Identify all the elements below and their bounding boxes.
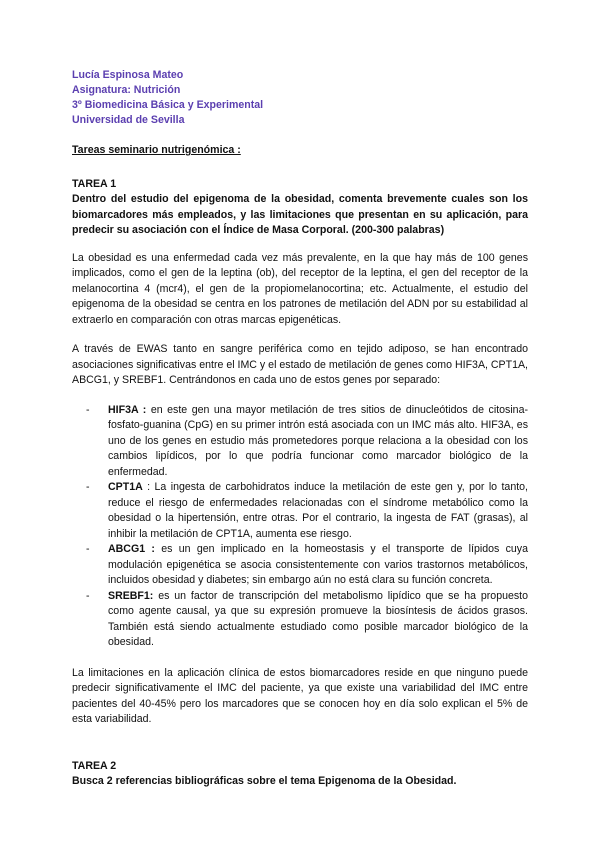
bullet-dash: - — [86, 543, 90, 555]
bullet-dash: - — [86, 589, 90, 602]
gene-term: HIF3A : — [108, 403, 147, 416]
list-item — [86, 542, 528, 589]
list-item — [86, 589, 528, 651]
tasks-title: Tareas seminario nutrigenómica : — [72, 144, 241, 156]
list-item — [86, 403, 528, 481]
gene-term: SREBF1: — [108, 589, 154, 602]
bullet-dash: - — [86, 481, 90, 493]
tarea1-prompt: Dentro del estudio del epigenoma de la obesidad, comenta brevemente cuales son los biomarcadores más empleados, y las limitaciones que presentan en su aplicación, para predecir su asociación con el Índice de Masa Corporal. (200-300 palabras) — [72, 193, 528, 236]
gene-term: ABCG1 : — [108, 543, 155, 555]
tarea1-label: TAREA 1 — [72, 177, 117, 190]
gene-term: CPT1A — [108, 481, 143, 493]
university-line: Universidad de Sevilla — [72, 114, 185, 126]
author-name: Lucía Espinosa Mateo — [72, 69, 184, 81]
tarea2-label: TAREA 2 — [72, 759, 117, 772]
subject-line: Asignatura: Nutrición — [72, 84, 181, 96]
tarea2-prompt: Busca 2 referencias bibliográficas sobre el tema Epigenoma de la Obesidad. — [72, 775, 457, 787]
paragraph-intro: La obesidad es una enfermedad cada vez más prevalente, en la que hay más de 100 genes implicados, como el gen de la leptina (ob), del receptor de la leptina, el gen del receptor de la melanocortina 4 (mcr4), el gen de la propiomelanocortina; etc. Actualmente, el estudio del epigenoma de la obesidad se centra en los patrones de metilación del ADN por su estabilidad al extraerlo en comparación con otras marcas epigenéticas. — [72, 251, 528, 326]
document-header — [72, 68, 528, 128]
paragraph-limitations: La limitaciones en la aplicación clínica de estos biomarcadores reside en que ninguno puede predecir significativamente el IMC del paciente, ya que existe una variabilidad del IMC entre pacientes del 40-45% pero los marcadores que se conocen hoy en día solo explican el 5% de esta variabilidad. — [72, 666, 528, 725]
degree-line: 3º Biomedicina Básica y Experimental — [72, 99, 264, 111]
list-item — [86, 480, 528, 542]
bullet-dash: - — [86, 403, 90, 416]
paragraph-ewas: A través de EWAS tanto en sangre periférica como en tejido adiposo, se han encontrado asociaciones significativas entre el IMC y el estado de metilación de genes como HIF3A, CPT1A, ABCG1, y SREBF1. Centrándonos en cada uno de estos genes por separado: — [72, 343, 528, 386]
gene-description: en este gen una mayor metilación de tres sitios de dinucleótidos de citosina-fosfato-guanina (CpG) en su primer intrón está asociada con un IMC más alto. HIF3A, es uno de los genes en estudio más prometedores porque relaciona a la obesidad con los cambios lipídicos, por lo que podría funcionar como marcador biológico de la enfermedad. — [108, 403, 528, 478]
gene-description: : La ingesta de carbohidratos induce la metilación de este gen y, por lo tanto, reduce el riesgo de enfermedades relacionadas con el síndrome metabólico como la obesidad o la hipertensión, entre otras. Por el contrario, la ingesta de FAT (grasas), al inhibir la metilación de CPT1A, aumenta ese riesgo. — [108, 481, 528, 540]
gene-list — [72, 403, 528, 651]
gene-description: es un gen implicado en la homeostasis y el transporte de lípidos cuya modulación epigenética se asocia consistentemente con varios trastornos metabólicos, incluidos obesidad y diabetes; sin embargo aún no está clara su función concreta. — [108, 543, 528, 586]
gene-description: es un factor de transcripción del metabolismo lipídico que se ha propuesto como agente causal, ya que su expresión promueve la biosíntesis de ácidos grasos. También está siendo actualmente estudiado como posible marcador biológico de la obesidad. — [108, 589, 528, 648]
